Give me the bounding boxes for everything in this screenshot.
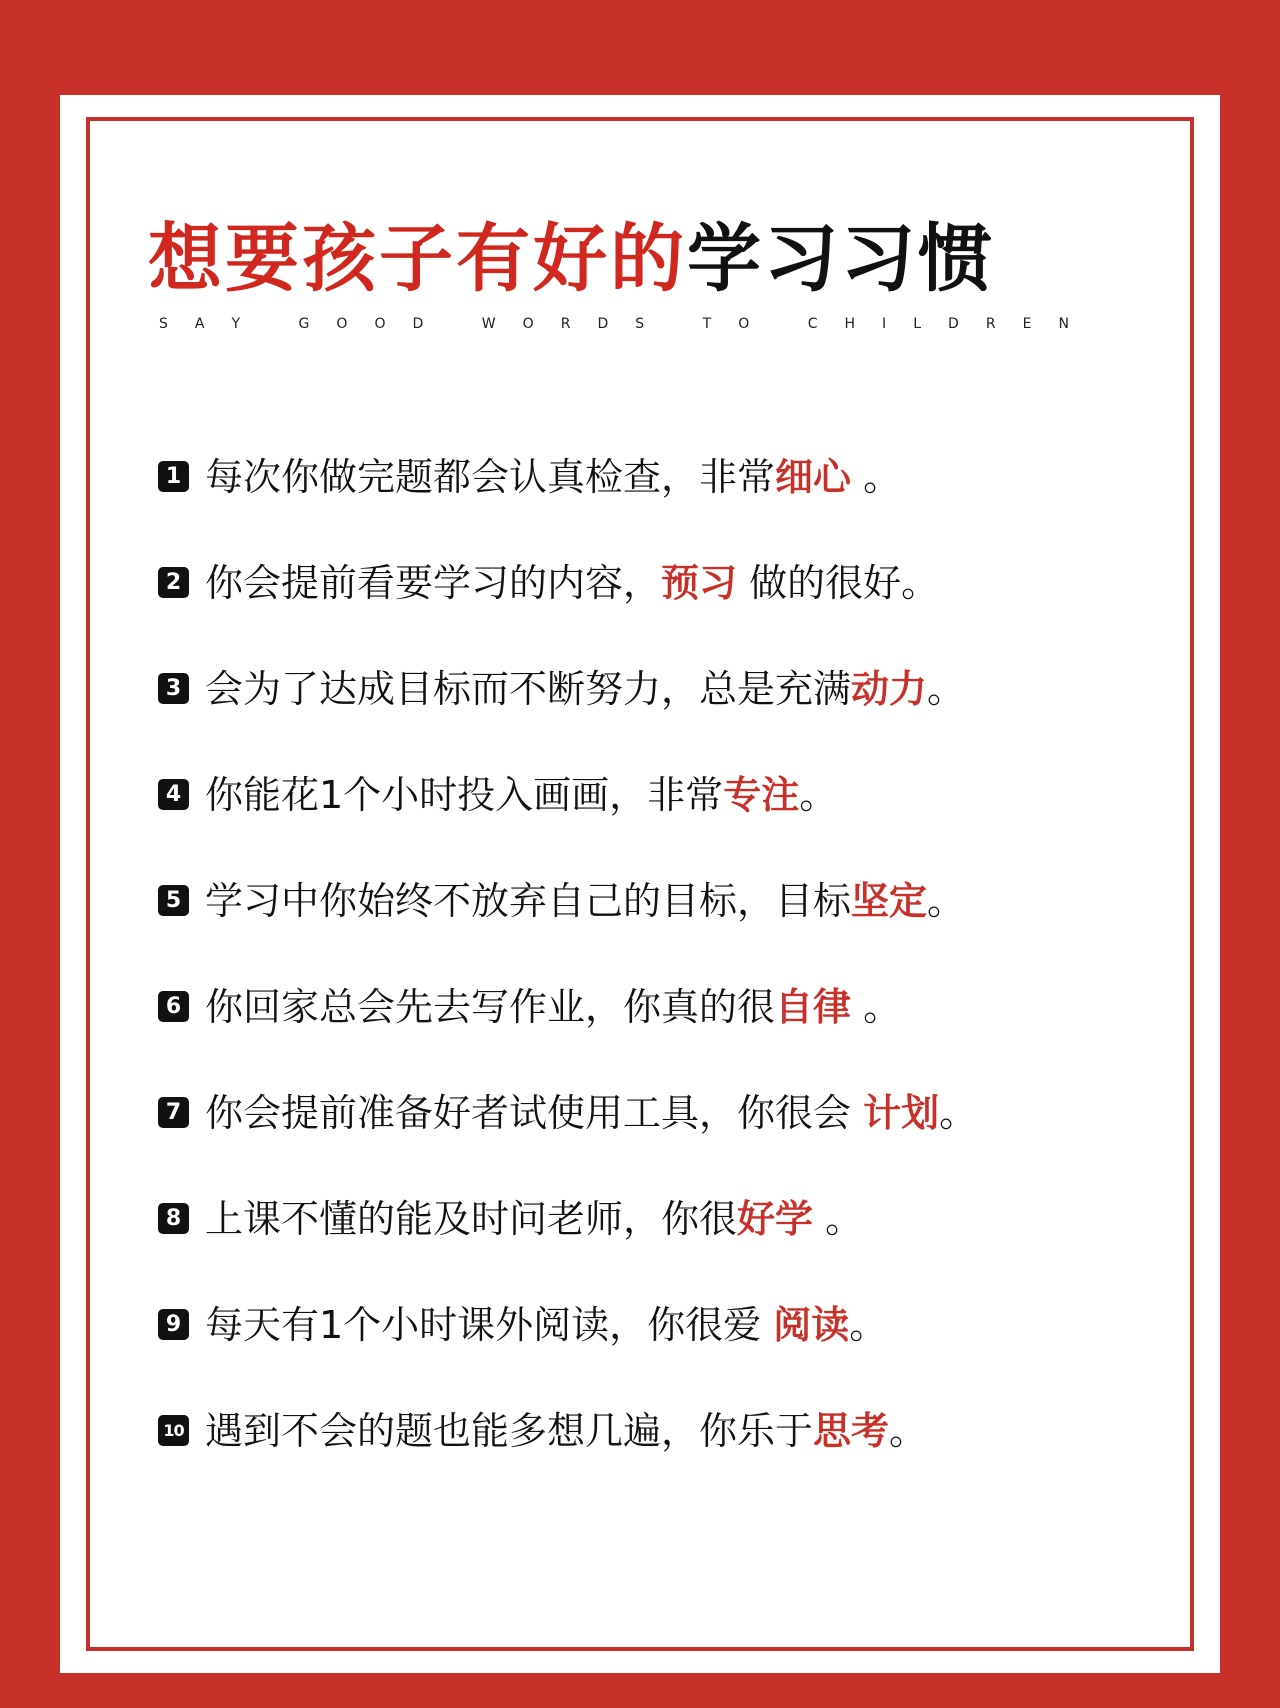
list-item bbox=[158, 1088, 977, 1194]
item-text-after: 。 bbox=[927, 879, 966, 923]
subtitle-letter: C bbox=[807, 316, 818, 332]
item-text-before: 每次你做完题都会认真检查，非常 bbox=[205, 455, 776, 499]
number-badge: 1 bbox=[158, 461, 189, 492]
list-item bbox=[158, 1406, 977, 1512]
subtitle-letter bbox=[776, 316, 780, 332]
list-item bbox=[158, 1300, 977, 1406]
list-item bbox=[158, 664, 977, 770]
subtitle-letter: N bbox=[1058, 316, 1069, 332]
item-text-before: 你会提前准备好者试使用工具，你很会 bbox=[205, 1091, 864, 1135]
subtitle-letter: R bbox=[560, 316, 571, 332]
item-text-after: 。 bbox=[851, 455, 902, 499]
subtitle-letter: O bbox=[738, 316, 750, 332]
number-badge: 10 bbox=[158, 1415, 189, 1446]
poster-title bbox=[148, 216, 995, 302]
item-highlight: 动力 bbox=[851, 667, 928, 711]
list-item bbox=[158, 876, 977, 982]
item-text bbox=[205, 452, 901, 502]
item-text-after: 。 bbox=[849, 1303, 888, 1347]
item-text-before: 会为了达成目标而不断努力，总是充满 bbox=[205, 667, 852, 711]
subtitle-letter: D bbox=[597, 316, 609, 332]
subtitle-letter: I bbox=[882, 316, 887, 332]
subtitle-letter: G bbox=[298, 316, 310, 332]
subtitle-letter: T bbox=[702, 316, 712, 332]
item-text-before: 你回家总会先去写作业，你真的很 bbox=[205, 985, 776, 1029]
item-text-after: 做的很好。 bbox=[737, 561, 940, 605]
number-badge: 7 bbox=[158, 1097, 189, 1128]
item-text-before: 遇到不会的题也能多想几遍，你乐于 bbox=[205, 1409, 814, 1453]
item-text-after: 。 bbox=[851, 985, 902, 1029]
title-red-part: 想要孩子有好的 bbox=[148, 216, 687, 302]
item-text bbox=[205, 1088, 977, 1138]
item-highlight: 坚定 bbox=[851, 879, 928, 923]
subtitle-letter: R bbox=[985, 316, 996, 332]
subtitle-letter bbox=[671, 316, 675, 332]
number-badge: 8 bbox=[158, 1203, 189, 1234]
item-highlight: 计划 bbox=[863, 1091, 940, 1135]
subtitle-letter: O bbox=[336, 316, 348, 332]
item-text-before: 学习中你始终不放弃自己的目标，目标 bbox=[205, 879, 852, 923]
item-highlight: 预习 bbox=[661, 561, 738, 605]
item-text-before: 每天有1个小时课外阅读，你很爱 bbox=[205, 1303, 774, 1347]
number-badge: 9 bbox=[158, 1309, 189, 1340]
item-highlight: 专注 bbox=[723, 773, 800, 817]
item-text bbox=[205, 558, 939, 608]
number-badge: 3 bbox=[158, 673, 189, 704]
list-item bbox=[158, 982, 977, 1088]
subtitle-letter: W bbox=[481, 316, 496, 332]
item-text bbox=[205, 664, 965, 714]
item-text bbox=[205, 1406, 927, 1456]
number-badge: 6 bbox=[158, 991, 189, 1022]
item-text-after: 。 bbox=[939, 1091, 978, 1135]
item-highlight: 好学 bbox=[737, 1197, 814, 1241]
list-item bbox=[158, 770, 977, 876]
subtitle-letter: S bbox=[635, 316, 645, 332]
subtitle-letter: L bbox=[913, 316, 922, 332]
item-text bbox=[205, 1300, 887, 1350]
list-item bbox=[158, 558, 977, 664]
item-text-after: 。 bbox=[927, 667, 966, 711]
subtitle-letter: E bbox=[1022, 316, 1032, 332]
item-text-before: 你能花1个小时投入画画，非常 bbox=[205, 773, 724, 817]
subtitle-letter: O bbox=[374, 316, 386, 332]
item-text-after: 。 bbox=[799, 773, 838, 817]
item-highlight: 思考 bbox=[813, 1409, 890, 1453]
subtitle-letter: Y bbox=[231, 316, 241, 332]
subtitle-letter: S bbox=[159, 316, 168, 332]
number-badge: 4 bbox=[158, 779, 189, 810]
subtitle-letter: D bbox=[948, 316, 959, 332]
item-text bbox=[205, 770, 837, 820]
item-text-after: 。 bbox=[889, 1409, 928, 1453]
item-text-after: 。 bbox=[813, 1197, 864, 1241]
habit-list bbox=[158, 452, 977, 1512]
item-highlight: 自律 bbox=[775, 985, 852, 1029]
item-highlight: 细心 bbox=[775, 455, 852, 499]
subtitle-letter: D bbox=[412, 316, 424, 332]
list-item bbox=[158, 452, 977, 558]
item-text bbox=[205, 1194, 863, 1244]
title-black-part: 学习习惯 bbox=[687, 216, 995, 302]
number-badge: 5 bbox=[158, 885, 189, 916]
item-highlight: 阅读 bbox=[773, 1303, 850, 1347]
subtitle-letter bbox=[267, 316, 271, 332]
item-text bbox=[205, 876, 965, 926]
item-text-before: 你会提前看要学习的内容， bbox=[205, 561, 662, 605]
item-text bbox=[205, 982, 901, 1032]
list-item bbox=[158, 1194, 977, 1300]
english-subtitle bbox=[159, 316, 1069, 332]
subtitle-letter: H bbox=[844, 316, 856, 332]
subtitle-letter bbox=[450, 316, 454, 332]
subtitle-letter: A bbox=[194, 316, 205, 332]
number-badge: 2 bbox=[158, 567, 189, 598]
subtitle-letter: O bbox=[522, 316, 534, 332]
item-text-before: 上课不懂的能及时问老师，你很 bbox=[205, 1197, 738, 1241]
